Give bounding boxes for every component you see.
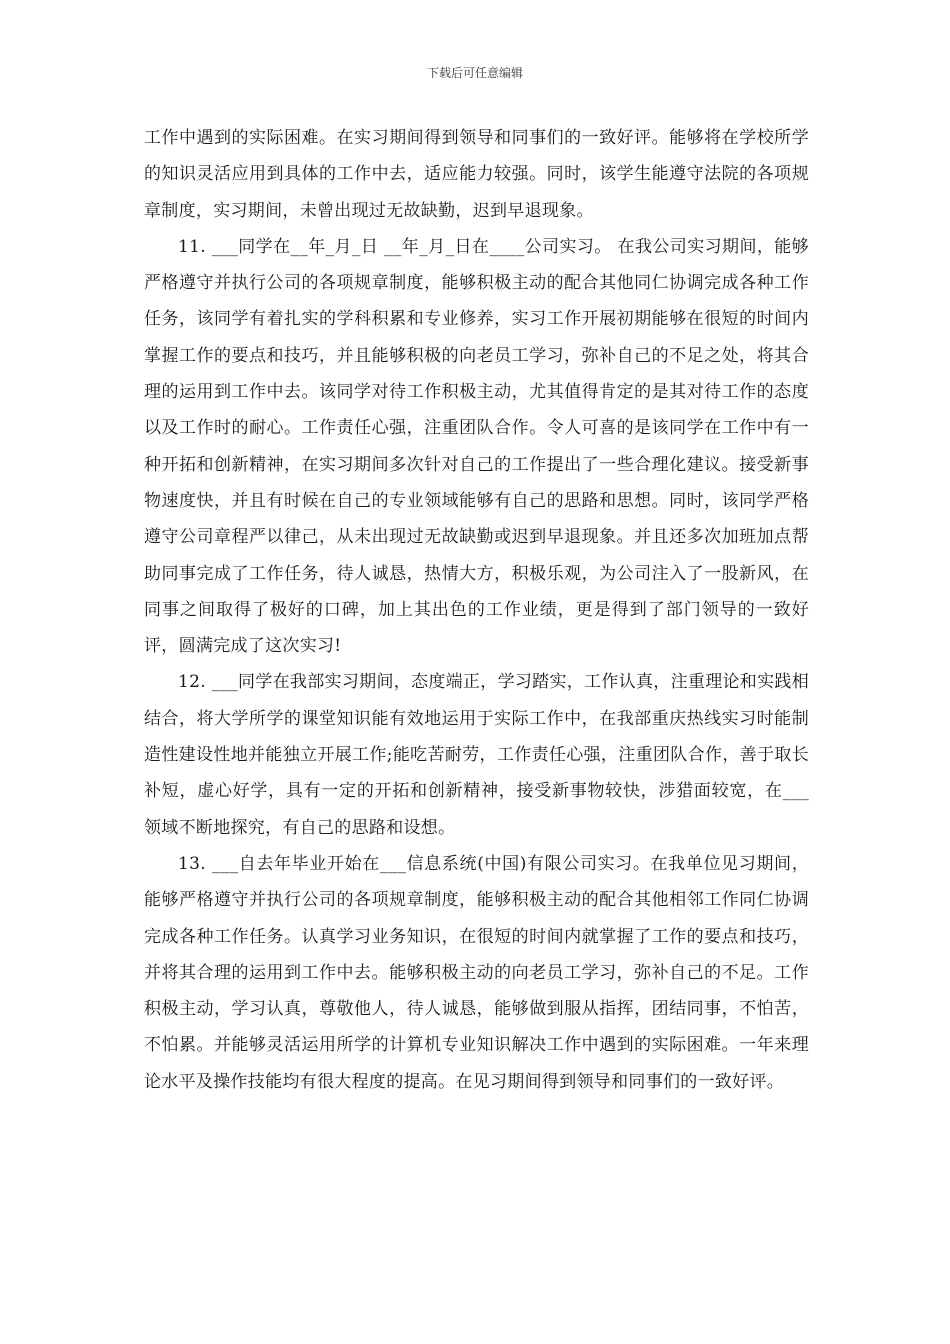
paragraph-item-11: 11. ___同学在__年_月_日 __年_月_日在____公司实习。 在我公司实习期间，能够严格遵守并执行公司的各项规章制度，能够积极主动的配合其他同仁协调完成各种工作任务，该同学有着扎实的学科积累和专业修养，实习工作开展初期能够在很短的时间内掌握工作的要点和技巧，并且能够积极的向老员工学习，弥补自己的不足之处，将其合理的运用到工作中去。该同学对待工作积极主动，尤其值得肯定的是其对待工作的态度以及工作时的耐心。工作责任心强，注重团队合作。令人可喜的是该同学在工作中有一种开拓和创新精神，在实习期间多次针对自己的工作提出了一些合理化建议。接受新事物速度快，并且有时候在自己的专业领域能够有自己的思路和思想。同时，该同学严格遵守公司章程严以律己，从未出现过无故缺勤或迟到早退现象。并且还多次加班加点帮助同事完成了工作任务，待人诚恳，热情大方，积极乐观，为公司注入了一股新风，在同事之间取得了极好的口碑，加上其出色的工作业绩，更是得到了部门领导的一致好评，圆满完成了这次实习! [144,236,809,657]
paragraph-item-12: 12. ___同学在我部实习期间，态度端正，学习踏实，工作认真，注重理论和实践相结合，将大学所学的课堂知识能有效地运用于实际工作中，在我部重庆热线实习时能制造性建设性地并能独立开展工作;能吃苦耐劳，工作责任心强，注重团队合作，善于取长补短，虚心好学，具有一定的开拓和创新精神，接受新事物较快，涉猎面较宽，在___领域不断地探究，有自己的思路和设想。 [144,672,809,838]
document-body [144,120,809,1100]
paragraph-item-13: 13. ___自去年毕业开始在___信息系统(中国)有限公司实习。在我单位见习期间，能够严格遵守并执行公司的各项规章制度，能够积极主动的配合其他相邻工作同仁协调完成各种工作任务。认真学习业务知识，在很短的时间内就掌握了工作的要点和技巧，并将其合理的运用到工作中去。能够积极主动的向老员工学习，弥补自己的不足。工作积极主动，学习认真，尊敬他人，待人诚恳，能够做到服从指挥，团结同事，不怕苦，不怕累。并能够灵活运用所学的计算机专业知识解决工作中遇到的实际困难。一年来理论水平及操作技能均有很大程度的提高。在见习期间得到领导和同事们的一致好评。 [144,853,809,1092]
page-header: 下载后可任意编辑 [426,66,523,80]
paragraph-continuation: 工作中遇到的实际困难。在实习期间得到领导和同事们的一致好评。能够将在学校所学的知识灵活应用到具体的工作中去，适应能力较强。同时，该学生能遵守法院的各项规章制度，实习期间，未曾出现过无故缺勤，迟到早退现象。 [144,128,809,221]
